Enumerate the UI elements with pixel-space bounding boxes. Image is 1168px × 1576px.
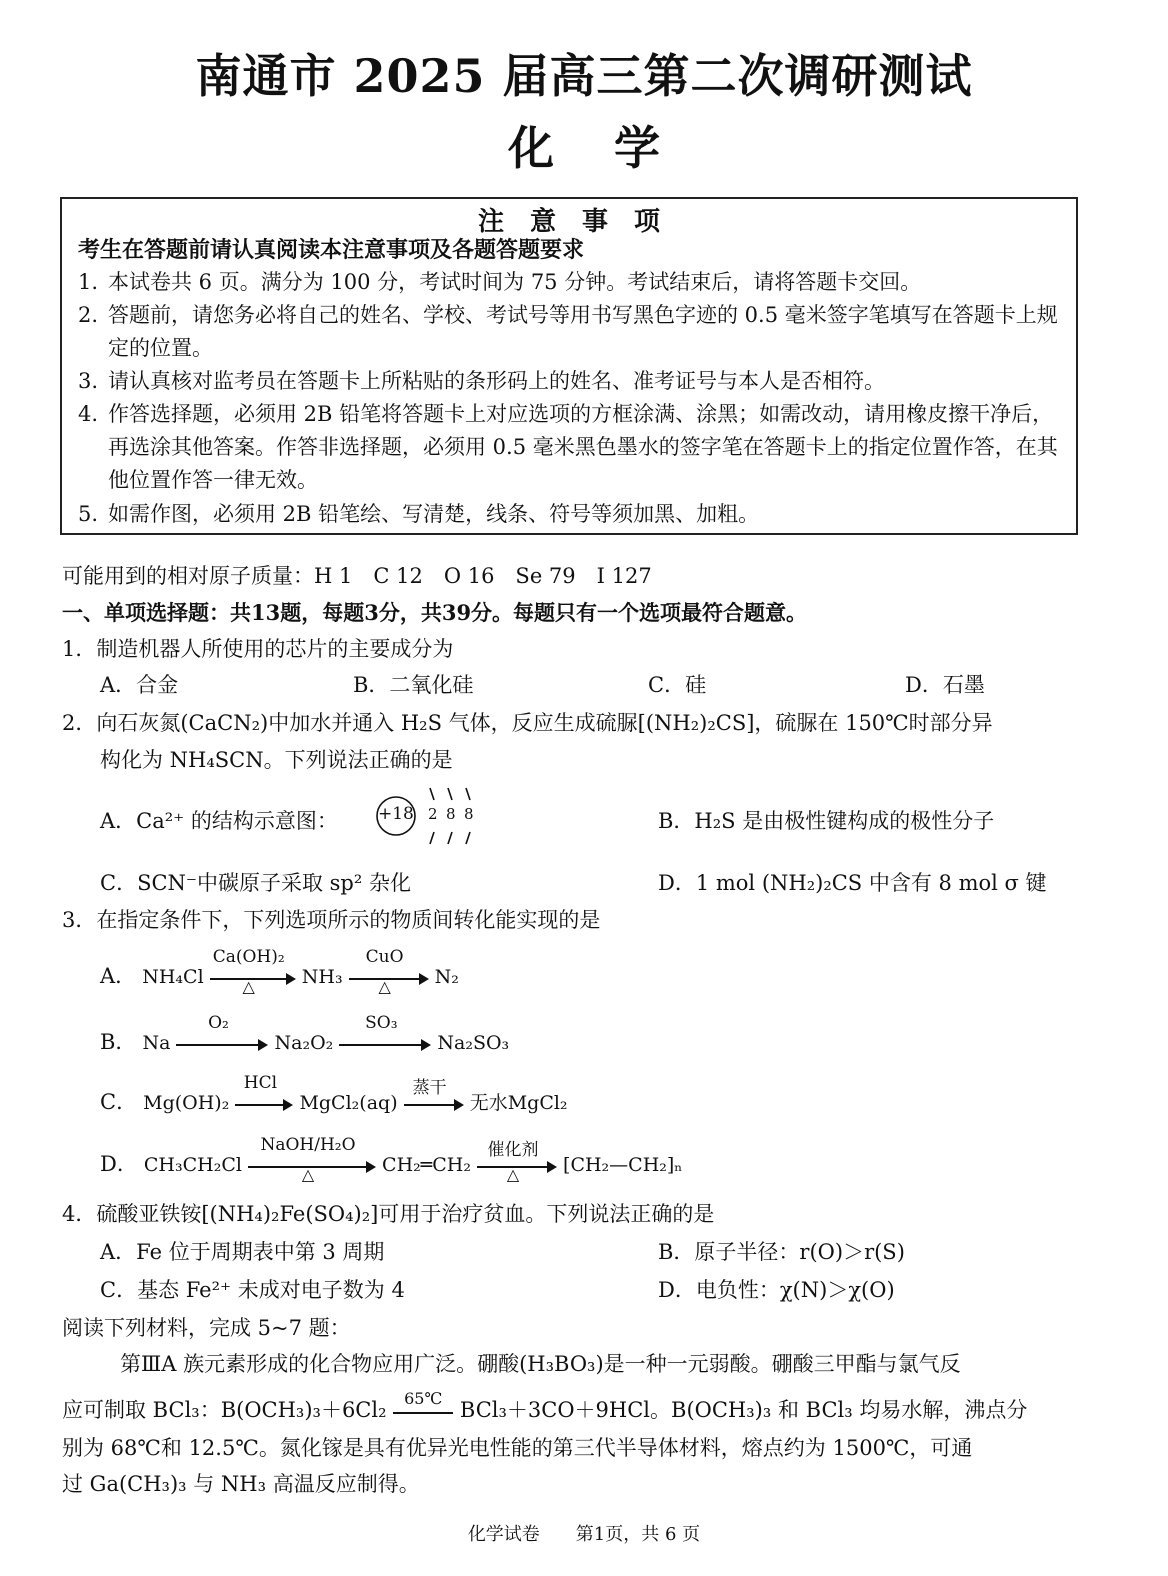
reading-paragraph-line	[62, 1388, 1028, 1428]
option-label: C．	[100, 1090, 138, 1114]
ion-structure-diagram	[370, 780, 490, 860]
q4-option-b: B．原子半径：r(O)＞r(S)	[658, 1240, 905, 1264]
reading-paragraph-line: 别为 68℃和 12.5℃。氮化镓是具有优异光电性能的第三代半导体材料，熔点约为 1500℃，可通	[62, 1436, 973, 1460]
notice-item	[78, 498, 1063, 531]
q4-option-a: A．Fe 位于周期表中第 3 周期	[100, 1240, 385, 1264]
q3-option-d	[100, 1135, 683, 1184]
equals-condition	[393, 1388, 453, 1419]
q3-option-c	[100, 1073, 568, 1116]
q1-option-d: D．石墨	[905, 673, 985, 697]
notice-item-number: 5.	[78, 502, 99, 526]
q1-option-b: B．二氧化硅	[353, 673, 474, 697]
q1-option-a: A．合金	[100, 673, 179, 697]
arrow-condition-top: O₂	[208, 1013, 229, 1033]
arrow-condition-bottom: △	[506, 1165, 520, 1184]
reading-paragraph-line: 过 Ga(CH₃)₃ 与 NH₃ 高温反应制得。	[62, 1472, 420, 1496]
reaction-arrow	[235, 1073, 293, 1111]
shell-electrons: 8	[464, 805, 474, 823]
reaction-arrow	[210, 947, 296, 996]
q1-option-c: C．硅	[648, 673, 707, 697]
species: N₂	[434, 966, 459, 988]
notice-item-text: 如需作图，必须用 2B 铅笔绘、写清楚，线条、符号等须加黑、加粗。	[108, 502, 760, 526]
reaction-condition: 65℃	[404, 1388, 443, 1408]
species: Na	[142, 1032, 171, 1054]
notice-item	[78, 266, 1063, 299]
notice-item-number: 3.	[78, 369, 99, 393]
option-label: A．	[100, 964, 137, 988]
arrow-condition-bottom: △	[242, 977, 255, 996]
reading-text: BCl₃＋3CO＋9HCl。B(OCH₃)₃ 和 BCl₃ 均易水解，沸点分	[459, 1398, 1028, 1422]
species: Na₂O₂	[274, 1032, 334, 1054]
arrow-condition-top: NaOH/H₂O	[260, 1135, 356, 1155]
arrow-condition-top: SO₃	[365, 1013, 398, 1033]
reaction-arrow	[349, 947, 429, 996]
question-2-stem-cont: 构化为 NH₄SCN。下列说法正确的是	[100, 748, 453, 772]
notice-item-text: 答题前，请您务必将自己的姓名、学校、考试号等用书写黑色字迹的 0.5 毫米签字笔填写在答题卡上规定的位置。	[108, 303, 1058, 360]
shell-electrons: 2	[428, 805, 438, 823]
notice-item	[78, 398, 1063, 497]
notice-item-number: 2.	[78, 303, 99, 327]
q2-option-a: A．Ca²⁺ 的结构示意图：	[100, 809, 338, 833]
q2-option-c: C．SCN⁻中碳原子采取 sp² 杂化	[100, 871, 411, 895]
notice-subheading: 考生在答题前请认真阅读本注意事项及各题答题要求	[78, 237, 585, 263]
reaction-arrow	[248, 1135, 376, 1184]
arrow-condition-top: 催化剂	[487, 1140, 539, 1160]
subject-title: 化学	[508, 121, 720, 175]
reading-text: 应可制取 BCl₃：B(OCH₃)₃＋6Cl₂	[62, 1398, 387, 1422]
arrow-condition-bottom: △	[301, 1165, 315, 1184]
shell-electrons: 8	[446, 805, 456, 823]
notice-item-number: 1.	[78, 270, 99, 294]
exam-title: 南通市 2025 届高三第二次调研测试	[195, 49, 973, 103]
reading-intro: 阅读下列材料，完成 5~7 题：	[62, 1316, 351, 1340]
question-2-stem: 2．向石灰氮(CaCN₂)中加水并通入 H₂S 气体，反应生成硫脲[(NH₂)₂CS]，硫脲在 150℃时部分异	[62, 711, 993, 735]
notice-item-text: 请认真核对监考员在答题卡上所粘贴的条形码上的姓名、准考证号与本人是否相符。	[108, 369, 885, 393]
reaction-arrow	[339, 1013, 431, 1051]
species: NH₃	[301, 966, 343, 988]
question-1-stem: 1．制造机器人所使用的芯片的主要成分为	[62, 637, 454, 661]
notice-item-text: 本试卷共 6 页。满分为 100 分，考试时间为 75 分钟。考试结束后，请将答题卡交回。	[108, 270, 922, 294]
arrow-condition-top: HCl	[243, 1073, 278, 1093]
species: CH₂═CH₂	[382, 1154, 471, 1176]
reaction-arrow	[477, 1140, 557, 1184]
page-footer: 化学试卷 第1页，共 6 页	[467, 1524, 701, 1545]
question-4-stem: 4．硫酸亚铁铵[(NH₄)₂Fe(SO₄)₂]可用于治疗贫血。下列说法正确的是	[62, 1202, 715, 1226]
species: [CH₂—CH₂]ₙ	[563, 1154, 683, 1176]
notice-item-number: 4.	[78, 402, 99, 426]
q4-option-c: C．基态 Fe²⁺ 未成对电子数为 4	[100, 1278, 405, 1302]
notice-box	[60, 197, 1078, 535]
nucleus-charge: +18	[378, 804, 414, 824]
arrow-condition-top: CuO	[365, 947, 404, 967]
q3-option-a	[100, 947, 459, 996]
q3-option-b	[100, 1013, 510, 1056]
section-heading: 一、单项选择题：共13题，每题3分，共39分。每题只有一个选项最符合题意。	[62, 600, 808, 625]
q2-option-d: D．1 mol (NH₂)₂CS 中含有 8 mol σ 键	[658, 871, 1047, 895]
arrow-condition-top: 蒸干	[412, 1078, 447, 1098]
reaction-arrow	[176, 1013, 268, 1051]
reaction-arrow	[404, 1078, 464, 1111]
notice-item	[78, 365, 1063, 398]
atomic-masses: 可能用到的相对原子质量：H 1 C 12 O 16 Se 79 I 127	[62, 564, 652, 588]
notice-heading: 注意事项	[477, 207, 686, 237]
species: NH₄Cl	[142, 966, 204, 988]
notice-item	[78, 299, 1063, 365]
option-label: D．	[100, 1152, 138, 1176]
q2-option-b: B．H₂S 是由极性键构成的极性分子	[658, 809, 995, 833]
question-3-stem: 3．在指定条件下，下列选项所示的物质间转化能实现的是	[62, 908, 601, 932]
species: Mg(OH)₂	[143, 1092, 230, 1114]
option-label: B．	[100, 1030, 137, 1054]
species: Na₂SO₃	[437, 1032, 510, 1054]
species: MgCl₂(aq)	[299, 1092, 398, 1114]
reading-paragraph-line: 第ⅢA 族元素形成的化合物应用广泛。硼酸(H₃BO₃)是一种一元弱酸。硼酸三甲酯与氯气反	[120, 1352, 961, 1376]
q4-option-d: D．电负性：χ(N)＞χ(O)	[658, 1278, 895, 1302]
arrow-condition-bottom: △	[378, 977, 391, 996]
notice-item-text: 作答选择题，必须用 2B 铅笔将答题卡上对应选项的方框涂满、涂黑；如需改动，请用橡皮擦干净后，再选涂其他答案。作答非选择题，必须用 0.5 毫米黑色墨水的签字笔在答题卡上的指定位置作答，在其他位置作答一律无效。	[108, 402, 1058, 492]
arrow-condition-top: Ca(OH)₂	[212, 947, 285, 967]
species: CH₃CH₂Cl	[143, 1154, 242, 1176]
species: 无水MgCl₂	[469, 1092, 568, 1114]
